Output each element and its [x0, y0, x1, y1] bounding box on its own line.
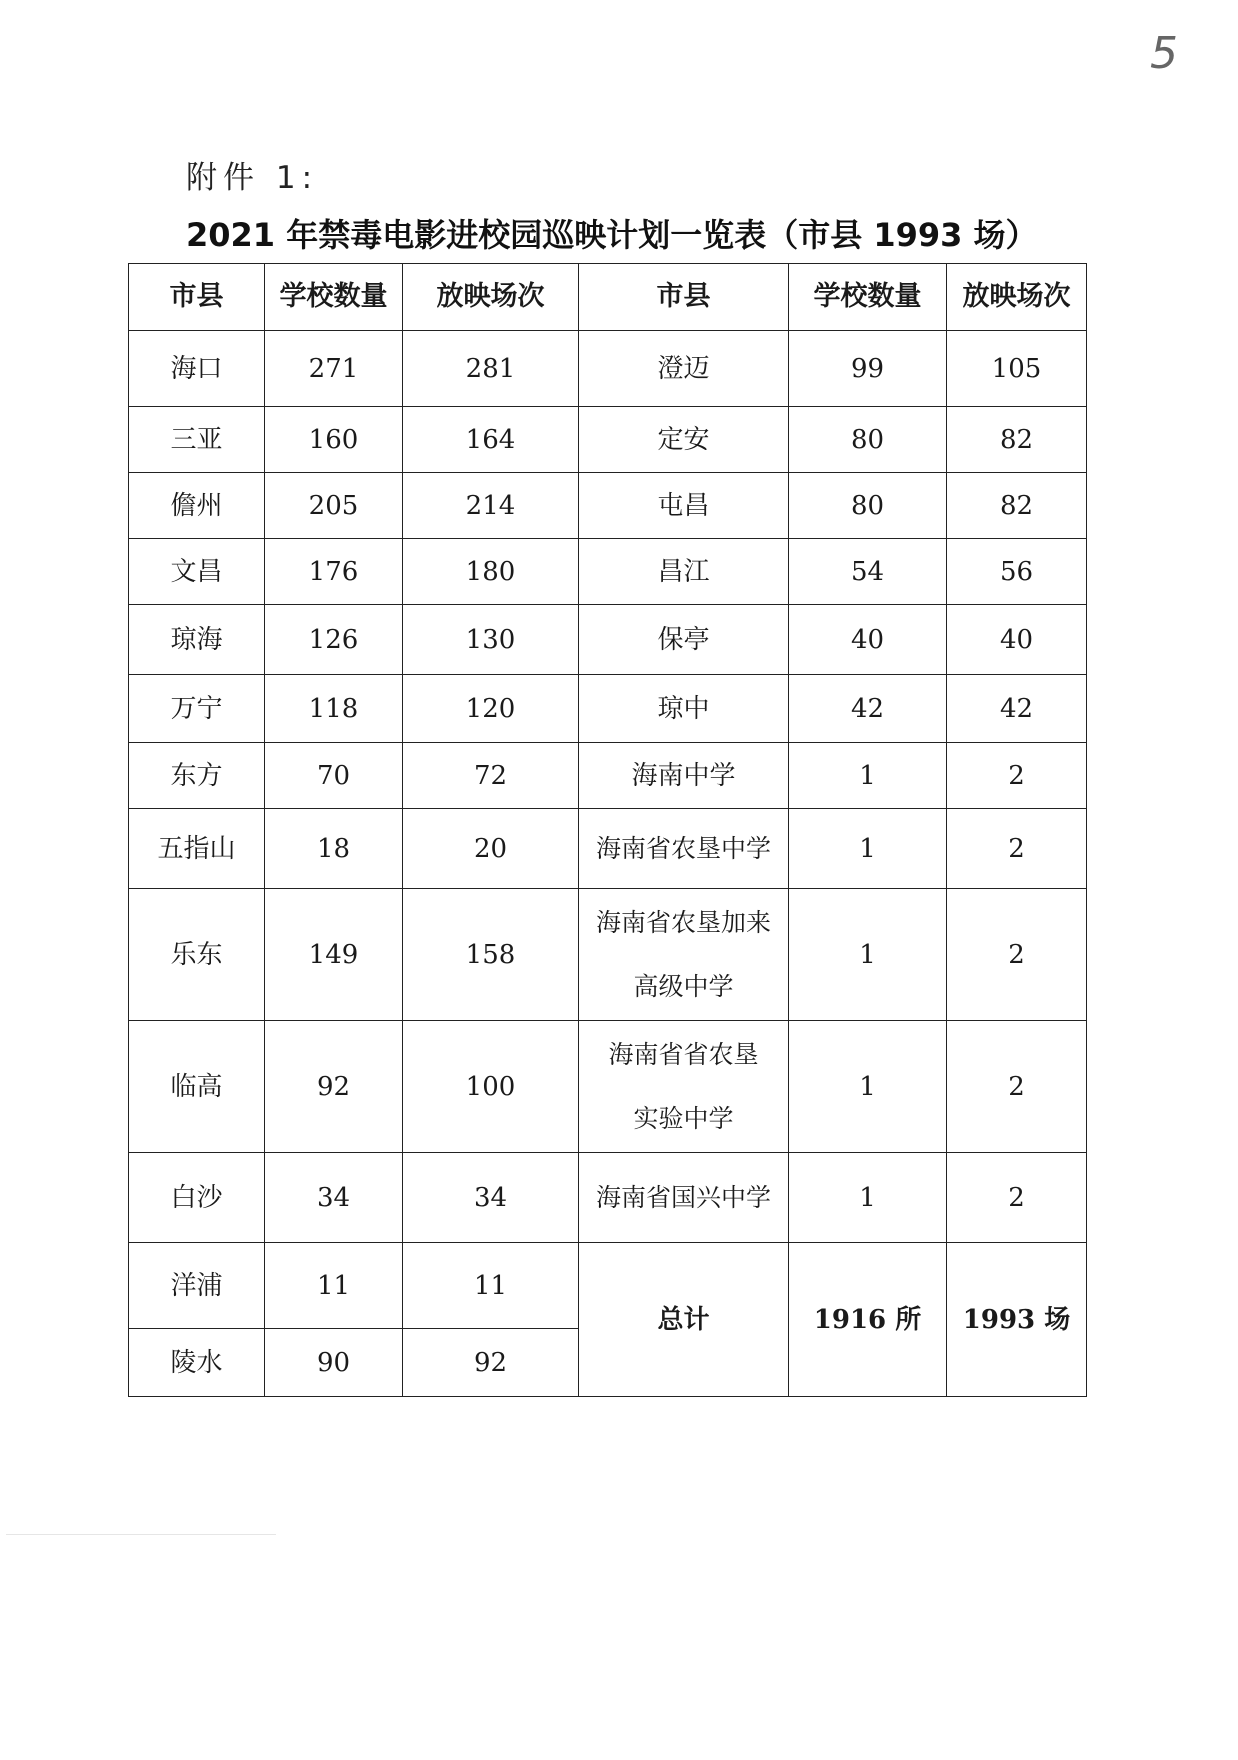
table-row: [129, 473, 1087, 539]
city-cell: 屯昌: [579, 473, 789, 539]
city-cell: 文昌: [129, 539, 265, 605]
schools-cell: 34: [265, 1153, 403, 1243]
city-cell: 海口: [129, 331, 265, 407]
screening-plan-table: [128, 263, 1087, 1397]
screenings-cell: 2: [947, 809, 1087, 889]
city-cell: 五指山: [129, 809, 265, 889]
screenings-cell: 82: [947, 473, 1087, 539]
header-schools-left: 学校数量: [265, 264, 403, 331]
schools-cell: 160: [265, 407, 403, 473]
table-header-row: [129, 264, 1087, 331]
scan-artifact-line: [6, 1534, 276, 1535]
screenings-cell: 56: [947, 539, 1087, 605]
table-row: [129, 331, 1087, 407]
table-row: [129, 539, 1087, 605]
schools-cell: 149: [265, 889, 403, 1021]
city-cell: [579, 1021, 789, 1153]
city-cell: 琼海: [129, 605, 265, 675]
header-schools-right: 学校数量: [789, 264, 947, 331]
city-cell: 昌江: [579, 539, 789, 605]
screenings-cell: 2: [947, 889, 1087, 1021]
screenings-cell: 164: [403, 407, 579, 473]
schools-cell: 70: [265, 743, 403, 809]
city-cell: 澄迈: [579, 331, 789, 407]
city-cell: 万宁: [129, 675, 265, 743]
screenings-cell: 82: [947, 407, 1087, 473]
page-number: 5: [1150, 28, 1178, 79]
city-cell: 东方: [129, 743, 265, 809]
schools-cell: 54: [789, 539, 947, 605]
screenings-cell: 130: [403, 605, 579, 675]
screenings-cell: 20: [403, 809, 579, 889]
table-row: [129, 605, 1087, 675]
schools-cell: 99: [789, 331, 947, 407]
document-title: 2021 年禁毒电影进校园巡映计划一览表（市县 1993 场）: [186, 216, 1038, 254]
header-city-right: 市县: [579, 264, 789, 331]
city-cell: 海南省农垦中学: [579, 809, 789, 889]
header-city-left: 市县: [129, 264, 265, 331]
city-cell: 保亭: [579, 605, 789, 675]
city-cell: 乐东: [129, 889, 265, 1021]
total-label-cell: 总计: [579, 1243, 789, 1397]
schools-cell: 1: [789, 889, 947, 1021]
city-cell: 三亚: [129, 407, 265, 473]
table-row: [129, 407, 1087, 473]
screenings-cell: 158: [403, 889, 579, 1021]
screenings-cell: 72: [403, 743, 579, 809]
table-row: [129, 1243, 1087, 1329]
schools-cell: 1: [789, 809, 947, 889]
table-row: [129, 675, 1087, 743]
city-cell: 临高: [129, 1021, 265, 1153]
city-cell: 海南省国兴中学: [579, 1153, 789, 1243]
header-screenings-right: 放映场次: [947, 264, 1087, 331]
screenings-cell: 2: [947, 743, 1087, 809]
screenings-cell: 42: [947, 675, 1087, 743]
table-row: [129, 809, 1087, 889]
city-cell: 陵水: [129, 1329, 265, 1397]
table-row: [129, 1021, 1087, 1153]
screenings-cell: 105: [947, 331, 1087, 407]
city-line-1: 海南省农垦加来: [595, 907, 771, 937]
screenings-cell: 214: [403, 473, 579, 539]
schools-cell: 80: [789, 473, 947, 539]
screenings-cell: 92: [403, 1329, 579, 1397]
schools-cell: 1: [789, 1153, 947, 1243]
screenings-cell: 11: [403, 1243, 579, 1329]
table-row: [129, 889, 1087, 1021]
screenings-cell: 40: [947, 605, 1087, 675]
screenings-cell: 281: [403, 331, 579, 407]
schools-cell: 1: [789, 1021, 947, 1153]
screenings-cell: 2: [947, 1153, 1087, 1243]
schools-cell: 176: [265, 539, 403, 605]
schools-cell: 42: [789, 675, 947, 743]
schools-cell: 92: [265, 1021, 403, 1153]
screenings-cell: 34: [403, 1153, 579, 1243]
attachment-label: 附件 1:: [186, 160, 319, 196]
schools-cell: 118: [265, 675, 403, 743]
schools-cell: 80: [789, 407, 947, 473]
city-cell: 洋浦: [129, 1243, 265, 1329]
schools-cell: 205: [265, 473, 403, 539]
city-cell: 白沙: [129, 1153, 265, 1243]
schools-cell: 90: [265, 1329, 403, 1397]
city-cell: 儋州: [129, 473, 265, 539]
table-row: [129, 1153, 1087, 1243]
schools-cell: 40: [789, 605, 947, 675]
schools-cell: 126: [265, 605, 403, 675]
city-cell: 定安: [579, 407, 789, 473]
screenings-cell: 100: [403, 1021, 579, 1153]
schools-cell: 18: [265, 809, 403, 889]
total-schools-cell: 1916 所: [789, 1243, 947, 1397]
table-row: [129, 743, 1087, 809]
city-line-1: 海南省省农垦: [608, 1039, 759, 1069]
screenings-cell: 120: [403, 675, 579, 743]
schools-cell: 1: [789, 743, 947, 809]
screenings-cell: 180: [403, 539, 579, 605]
city-line-2: 实验中学: [633, 1103, 734, 1133]
city-cell: [579, 889, 789, 1021]
total-screenings-cell: 1993 场: [947, 1243, 1087, 1397]
screenings-cell: 2: [947, 1021, 1087, 1153]
city-cell: 海南中学: [579, 743, 789, 809]
schools-cell: 11: [265, 1243, 403, 1329]
schools-cell: 271: [265, 331, 403, 407]
city-line-2: 高级中学: [633, 971, 734, 1001]
city-cell: 琼中: [579, 675, 789, 743]
header-screenings-left: 放映场次: [403, 264, 579, 331]
